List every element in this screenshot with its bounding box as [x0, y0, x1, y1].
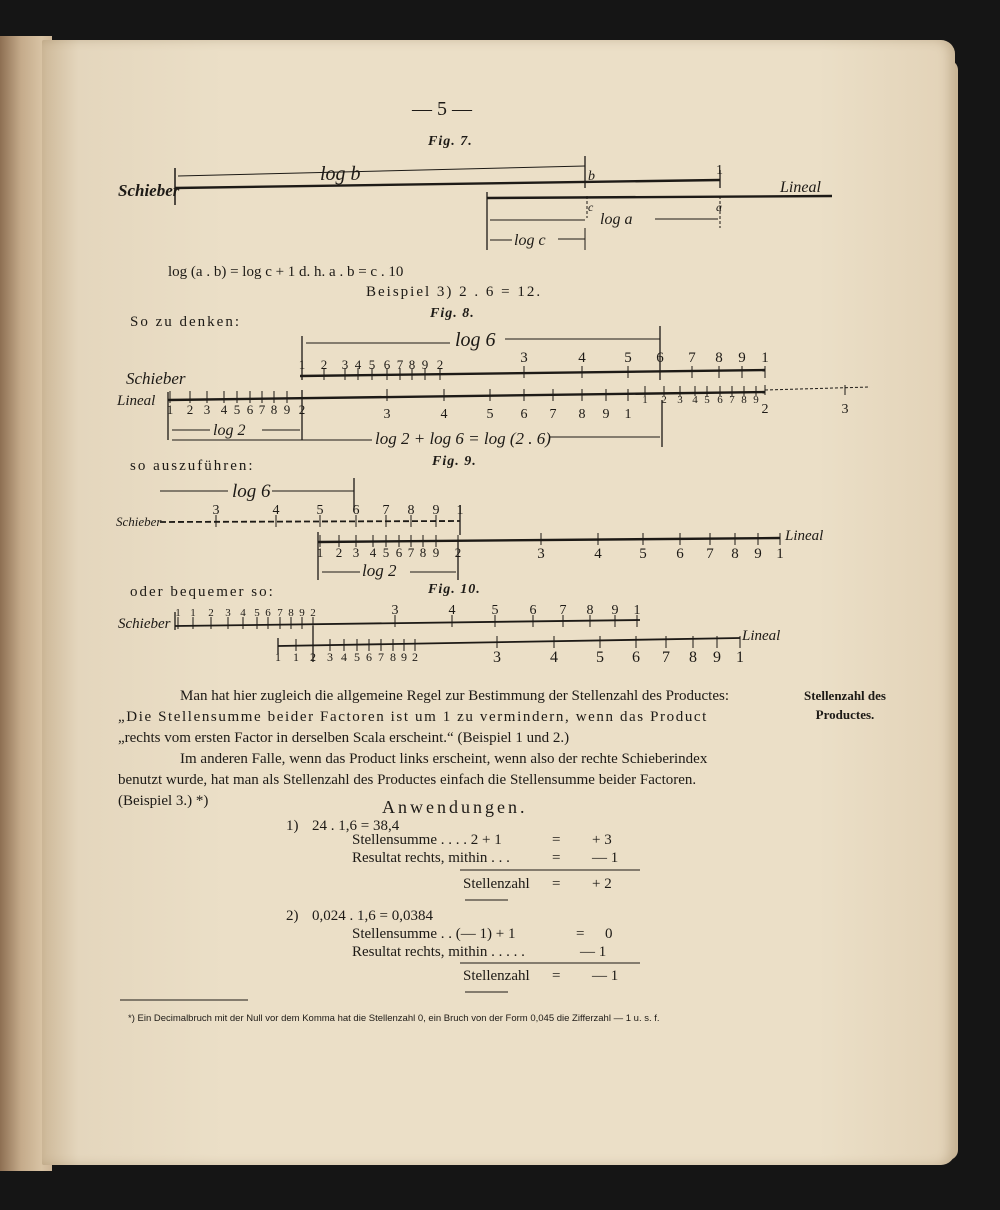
fig9-bottom-major-label: 6 — [676, 546, 684, 562]
fig8-sum: log 2 + log 6 = log (2 . 6) — [375, 429, 551, 448]
margin-note-line1: Stellenzahl des — [804, 688, 886, 703]
fig10-top-fine-label: 8 — [288, 607, 294, 619]
example1-expr: 24 . 1,6 = 38,4 — [312, 818, 400, 834]
fig8-top-fine-label: 5 — [368, 357, 376, 372]
example1-row3-val: + 2 — [592, 876, 612, 892]
fig9-log2: log 2 — [362, 561, 397, 580]
fig10-bottom-fine-label: 1 — [293, 650, 299, 664]
margin-note-line2: Productes. — [815, 707, 875, 722]
fig9-schieber-label: Schieber — [116, 514, 162, 529]
formula-line: log (a . b) = log c + 1 d. h. a . b = c . 10 — [168, 264, 404, 280]
fig10-bottom-fine-label: 9 — [401, 650, 407, 664]
margin-note — [804, 686, 886, 724]
fig7-schieber-bar — [175, 180, 720, 188]
fig9-top-label: 5 — [316, 503, 324, 518]
fig9-bottom-major-label: 1 — [776, 546, 784, 562]
fig8-bottom-fine-label: 7 — [258, 402, 266, 417]
fig10-bottom-major-label: 9 — [713, 649, 721, 666]
fig7-c-label: c — [588, 200, 594, 214]
fig8-top-fine-label: 3 — [341, 357, 349, 372]
fig7-one-label: 1 — [716, 163, 723, 178]
example1-row1-eq: = — [552, 832, 561, 848]
example2-expr: 0,024 . 1,6 = 0,0384 — [312, 908, 433, 924]
fig8-bottom-major-label: 9 — [602, 407, 610, 422]
fig10-bottom-fine-label: 4 — [341, 650, 347, 664]
example2-row3-val: — 1 — [592, 968, 619, 984]
fig8-bottom-major-label: 3 — [383, 407, 391, 422]
fig8-top-fine-label: 9 — [421, 357, 429, 372]
fig8-bottom-fine2-label: 5 — [704, 394, 710, 406]
fig8-bottom-fine-label: 4 — [220, 402, 228, 417]
fig9-bottom-fine-label: 2 — [335, 545, 343, 560]
fig8-bottom-tail-label: 3 — [841, 402, 849, 417]
fig8-top-major-label: 5 — [624, 350, 632, 366]
fig9-bottom-fine-label: 5 — [382, 545, 390, 560]
fig8-bottom-fine-label: 6 — [246, 402, 254, 417]
fig10-bottom-fine-label: 1 — [275, 650, 281, 664]
fig9-bottom-fine-label: 9 — [432, 545, 440, 560]
fig7-lineal-bar — [487, 196, 832, 198]
fig10-top-fine-label: 3 — [225, 607, 231, 619]
fig8-bottom-major-label: 8 — [578, 407, 586, 422]
para2-line1: Im anderen Falle, wenn das Product links erscheint, wenn also der rechte Schieberindex — [180, 751, 708, 767]
fig8-bottom-fine2-label: 1 — [642, 394, 648, 406]
example1-row2-eq: = — [552, 850, 561, 866]
beispiel-3: Beispiel 3) 2 . 6 = 12. — [366, 284, 543, 300]
fig9-schieber-bar — [160, 521, 460, 522]
example1-row1-label: Stellensumme . . . . 2 + 1 — [352, 832, 502, 848]
so-zu-denken: So zu denken: — [130, 314, 241, 330]
fig9-top-label: 7 — [382, 503, 390, 518]
fig8-top-major-label: 4 — [578, 350, 586, 366]
fig8-schieber-label: Schieber — [126, 369, 186, 388]
fig9-bottom-major-label: 9 — [754, 546, 762, 562]
fig10-bottom-fine-label: 2 — [412, 650, 418, 664]
fig9-top-label: 8 — [407, 503, 415, 518]
fig10-bottom-major-label: 4 — [550, 649, 558, 666]
fig10-top-major-label: 1 — [633, 603, 641, 618]
example2-row2-val: — 1 — [580, 944, 607, 960]
fig9-lineal-bar — [318, 538, 780, 542]
fig7-log-c: log c — [514, 232, 546, 249]
fig8-bottom-fine2-label: 3 — [677, 394, 683, 406]
fig8-bottom-fine-label: 1 — [166, 402, 174, 417]
anwendungen-heading: Anwendungen. — [382, 797, 528, 817]
fig8-top-fine-label: 2 — [436, 357, 444, 372]
fig8-log2: log 2 — [213, 422, 246, 439]
fig10-top-major-label: 5 — [491, 603, 499, 618]
fig10-top-fine-label: 4 — [240, 607, 246, 619]
fig9-bottom-fine-label: 4 — [369, 545, 377, 560]
fig10-diagram — [175, 612, 740, 662]
fig8-bottom-fine-label: 2 — [298, 402, 306, 417]
example2-row3-label: Stellenzahl — [463, 968, 530, 984]
fig10-bottom-fine-label: 2 — [310, 650, 316, 664]
fig9-bottom-fine-label: 8 — [419, 545, 427, 560]
fig10-top-major-label: 6 — [529, 603, 537, 618]
fig10-top-fine-label: 9 — [299, 607, 305, 619]
fig8-lineal-bar — [168, 392, 765, 400]
fig8-bottom-fine2-label: 6 — [717, 394, 723, 406]
fig10-lineal-bar — [278, 638, 740, 646]
fig7-diagram — [175, 156, 832, 250]
fig9-bottom-fine-label: 6 — [395, 545, 403, 560]
fig8-bottom-major-label: 4 — [440, 407, 448, 422]
fig9-bottom-major-label: 4 — [594, 546, 602, 562]
fig10-bottom-fine-label: 8 — [390, 650, 396, 664]
fig8-bottom-major-label: 5 — [486, 407, 494, 422]
example2-num: 2) — [286, 908, 299, 924]
fig10-caption: Fig. 10. — [428, 582, 481, 597]
fig9-caption: Fig. 9. — [432, 454, 477, 469]
fig10-bottom-major-label: 7 — [662, 649, 670, 666]
fig10-bottom-fine-label: 6 — [366, 650, 372, 664]
example2-row1-label: Stellensumme . . (— 1) + 1 — [352, 926, 516, 942]
footnote: *) Ein Decimalbruch mit der Null vor dem Komma hat die Stellenzahl 0, ein Bruch von der Form 0,045 die Zifferzahl — 1 u. s. f. — [128, 1013, 660, 1024]
fig9-top-label: 1 — [456, 503, 464, 518]
fig9-bottom-fine-label: 1 — [316, 545, 324, 560]
fig10-top-fine-label: 7 — [277, 607, 283, 619]
fig8-top-major-label: 9 — [738, 350, 746, 366]
fig8-log6: log 6 — [455, 329, 496, 351]
fig8-bottom-fine2-label: 8 — [741, 394, 747, 406]
fig10-top-major-label: 8 — [586, 603, 594, 618]
fig10-top-fine-label: 2 — [310, 607, 316, 619]
para2-line2: benutzt wurde, hat man als Stellenzahl des Productes einfach die Stellensumme beider Factoren. — [118, 772, 697, 788]
fig9-bottom-major-label: 8 — [731, 546, 739, 562]
example1-num: 1) — [286, 818, 299, 834]
fig8-top-major-label: 8 — [715, 350, 723, 366]
fig9-bottom-fine-label: 7 — [407, 545, 415, 560]
fig8-top-fine-label: 7 — [396, 357, 404, 372]
fig8-top-fine-label: 1 — [298, 357, 306, 372]
example1-row1-val: + 3 — [592, 832, 612, 848]
fig7-schieber-label: Schieber — [118, 181, 180, 200]
fig10-bottom-major-label: 5 — [596, 649, 604, 666]
fig8-bottom-fine2-label: 9 — [753, 394, 759, 406]
fig8-top-major-label: 7 — [688, 350, 696, 366]
fig9-bottom-major-label: 5 — [639, 546, 647, 562]
fig8-lineal-label: Lineal — [117, 393, 156, 409]
example1-row2-val: — 1 — [592, 850, 619, 866]
fig7-caption: Fig. 7. — [428, 134, 473, 149]
fig7-log-b: log b — [320, 163, 361, 185]
example1-row3-eq: = — [552, 876, 561, 892]
para1-line3: „rechts vom ersten Factor in derselben Scala erscheint.“ (Beispiel 1 und 2.) — [118, 730, 570, 746]
fig9-top-label: 4 — [272, 503, 280, 518]
fig9-log6: log 6 — [232, 481, 271, 502]
fig8-bottom-fine-label: 3 — [203, 402, 211, 417]
fig8-bottom-tail-label: 2 — [761, 402, 769, 417]
fig9-lineal-label: Lineal — [785, 528, 824, 544]
fig8-bottom-major-label: 1 — [624, 407, 632, 422]
fig10-top-fine-label: 6 — [265, 607, 271, 619]
example2-row1-val: 0 — [605, 926, 613, 942]
fig10-top-fine-label: 2 — [208, 607, 214, 619]
fig10-bottom-fine-label: 3 — [327, 650, 333, 664]
fig9-bottom-major-label: 3 — [537, 546, 545, 562]
fig8-top-fine-label: 6 — [383, 357, 391, 372]
fig8-bottom-fine2-label: 7 — [729, 394, 735, 406]
fig8-bottom-fine2-label: 4 — [692, 394, 698, 406]
fig8-bottom-fine-label: 9 — [283, 402, 291, 417]
fig9-top-label: 3 — [212, 503, 220, 518]
fig8-bottom-fine2-label: 2 — [661, 394, 667, 406]
fig8-top-major-label: 6 — [656, 350, 664, 366]
fig8-top-fine-label: 2 — [320, 357, 328, 372]
fig8-bottom-major-label: 7 — [549, 407, 557, 422]
fig9-top-label: 6 — [352, 503, 360, 518]
fig9-bottom-major-label: 7 — [706, 546, 714, 562]
para1-line2: „Die Stellensumme beider Factoren ist um 1 zu vermindern, wenn das Product — [118, 709, 708, 725]
fig10-top-major-label: 3 — [391, 603, 399, 618]
fig7-lineal-label: Lineal — [780, 179, 821, 196]
fig8-top-fine-label: 4 — [354, 357, 362, 372]
para1-line1: Man hat hier zugleich die allgemeine Regel zur Bestimmung der Stellenzahl des Productes: — [180, 688, 730, 704]
fig10-bottom-major-label: 8 — [689, 649, 697, 666]
example2-row1-eq: = — [576, 926, 585, 942]
fig10-top-major-label: 9 — [611, 603, 619, 618]
fig8-caption: Fig. 8. — [430, 306, 475, 321]
fig7-b-label: b — [588, 169, 595, 184]
page-number: — 5 — — [412, 98, 472, 120]
fig8-bottom-fine-label: 2 — [186, 402, 194, 417]
fig10-schieber-bar — [175, 620, 640, 626]
fig10-top-fine-label: 5 — [254, 607, 260, 619]
fig10-bottom-major-label: 3 — [493, 649, 501, 666]
fig10-bottom-fine-label: 7 — [378, 650, 384, 664]
example2-row3-eq: = — [552, 968, 561, 984]
fig8-bottom-major-label: 6 — [520, 407, 528, 422]
para2-line3: (Beispiel 3.) *) — [118, 793, 209, 809]
fig8-bottom-fine-label: 5 — [233, 402, 241, 417]
so-auszufuehren: so auszuführen: — [130, 458, 255, 474]
fig10-top-major-label: 7 — [559, 603, 567, 618]
fig10-top-fine-label: 1 — [190, 607, 196, 619]
fig7-a-label: a — [716, 200, 722, 214]
example1-row3-label: Stellenzahl — [463, 876, 530, 892]
fig8-top-major-label: 1 — [761, 350, 769, 366]
fig9-top-label: 9 — [432, 503, 440, 518]
fig8-top-fine-label: 8 — [408, 357, 416, 372]
fig8-top-major-label: 3 — [520, 350, 528, 366]
oder-bequemer: oder bequemer so: — [130, 584, 275, 600]
fig10-schieber-label: Schieber — [118, 616, 171, 632]
fig9-bottom-fine-label: 2 — [454, 545, 462, 560]
fig10-top-major-label: 4 — [448, 603, 456, 618]
fig10-lineal-label: Lineal — [742, 628, 781, 644]
fig8-bottom-fine-label: 8 — [270, 402, 278, 417]
fig9-bottom-fine-label: 3 — [352, 545, 360, 560]
fig10-bottom-major-label: 1 — [736, 649, 744, 666]
fig10-bottom-major-label: 6 — [632, 649, 640, 666]
fig7-log-a: log a — [600, 211, 633, 228]
example1-row2-label: Resultat rechts, mithin . . . — [352, 850, 510, 866]
fig10-bottom-fine-label: 5 — [354, 650, 360, 664]
example2-row2-label: Resultat rechts, mithin . . . . . — [352, 944, 525, 960]
fig10-top-fine-label: 1 — [175, 607, 181, 619]
